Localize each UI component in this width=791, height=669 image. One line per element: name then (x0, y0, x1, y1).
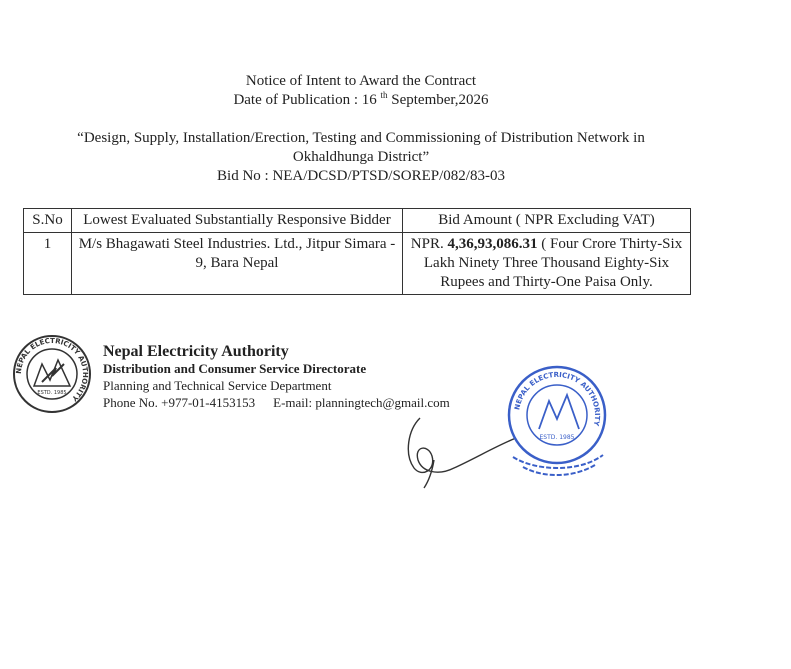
stamp-ring-text: NEPAL ELECTRICITY AUTHORITY (513, 370, 602, 427)
amount-prefix: NPR. (410, 236, 448, 252)
date-rest: September,2026 (387, 92, 489, 108)
table-header-row (24, 209, 691, 233)
table-row (24, 233, 691, 295)
org-phone: Phone No. +977-01-4153153 (103, 395, 256, 410)
header-sno: S.No (24, 209, 72, 233)
logo-ring-text: NEPAL ELECTRICITY AUTHORITY (14, 336, 90, 403)
amount-value: 4,36,93,086.31 (447, 236, 538, 252)
notice-heading (0, 72, 722, 186)
cell-bidder: M/s Bhagawati Steel Industries. Ltd., Jitpur Simara - 9, Bara Nepal (72, 233, 403, 295)
org-department: Planning and Technical Service Department (103, 378, 332, 393)
publication-date (0, 91, 722, 110)
org-directorate: Distribution and Consumer Service Directorate (103, 361, 367, 376)
date-suffix: th (380, 90, 388, 100)
org-name: Nepal Electricity Authority (103, 343, 289, 360)
cell-amount (403, 233, 691, 295)
stamp-estd: ESTD. 1985 (539, 434, 575, 441)
cell-sno: 1 (24, 233, 72, 295)
header-amount: Bid Amount ( NPR Excluding VAT) (403, 209, 691, 233)
date-label: Date of Publication : 16 (233, 92, 377, 108)
nea-logo-icon (12, 334, 92, 414)
logo-estd: ESTD. 1985 (37, 390, 67, 396)
project-line-2: Okhaldhunga District” (292, 149, 430, 165)
bid-number: Bid No : NEA/DCSD/PTSD/SOREP/082/83-03 (217, 168, 505, 184)
org-contact (103, 394, 450, 411)
official-stamp (495, 355, 620, 485)
organization-info (103, 343, 450, 411)
notice-title: Notice of Intent to Award the Contract (245, 73, 477, 89)
award-table (23, 208, 691, 295)
project-line-1: “Design, Supply, Installation/Erection, Testing and Commissioning of Distribution Network in (77, 130, 645, 146)
org-email: E-mail: planningtech@gmail.com (273, 395, 450, 410)
header-bidder: Lowest Evaluated Substantially Responsive Bidder (72, 209, 403, 233)
amount-words: ( Four Crore Thirty-Six Lakh Ninety Three Thousand Eighty-Six Rupees and Thirty-One Paisa Only. (423, 236, 683, 290)
